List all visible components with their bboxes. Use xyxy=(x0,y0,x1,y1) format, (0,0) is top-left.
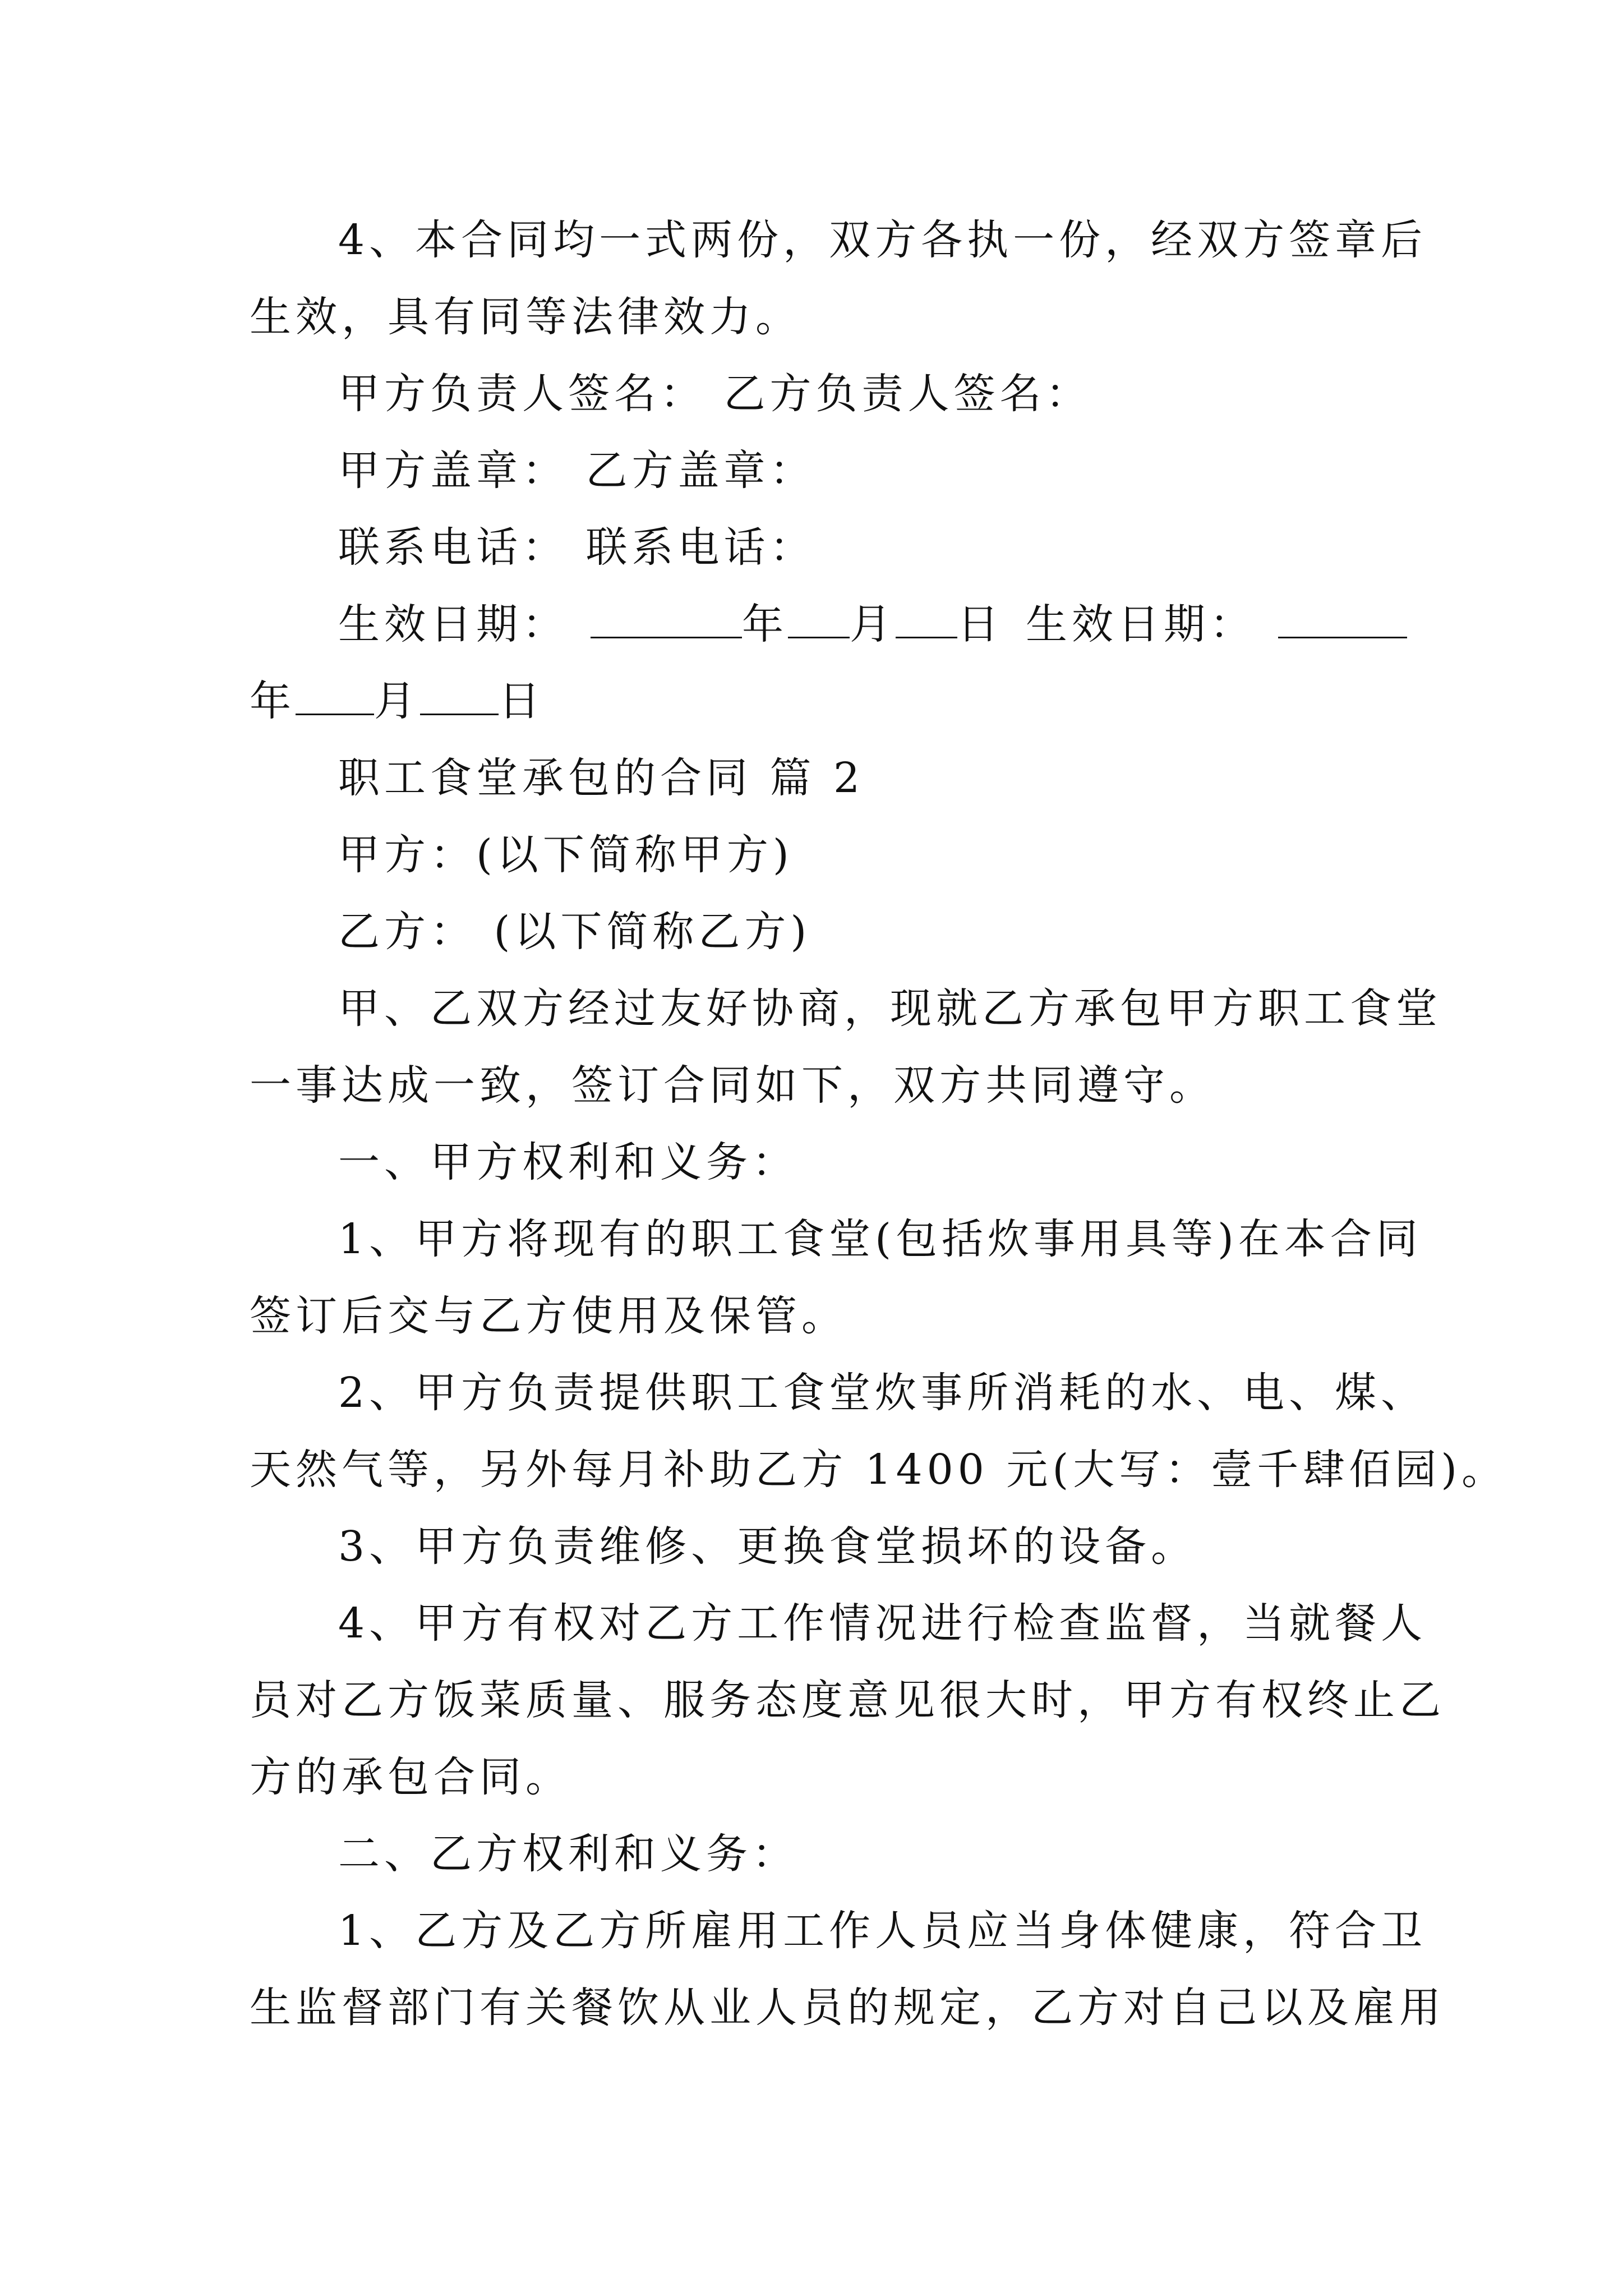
seal-line: 甲方盖章： 乙方盖章： xyxy=(338,447,816,495)
intro-line-1: 甲、乙双方经过友好协商，现就乙方承包甲方职工食堂 xyxy=(338,984,1442,1033)
effective-date-line-2 xyxy=(250,673,545,729)
clause-1-2-line-1: 2、甲方负责提供职工食堂炊事所消耗的水、电、煤、 xyxy=(338,1369,1427,1417)
clause-1-1-line-2: 签订后交与乙方使用及保管。 xyxy=(250,1292,847,1340)
year-text: 年 xyxy=(742,600,788,648)
day-text: 日 xyxy=(957,600,1003,648)
effective-date-line xyxy=(338,596,1407,652)
party-a: 甲方：(以下简称甲方) xyxy=(338,831,794,879)
section-1-heading: 一、甲方权利和义务： xyxy=(338,1138,798,1186)
clause-1-1-line-1: 1、甲方将现有的职工食堂(包括炊事用具等)在本合同 xyxy=(338,1215,1422,1263)
month-text: 月 xyxy=(850,600,896,648)
date-a-label: 生效日期： xyxy=(338,600,568,648)
intro-line-2: 一事达成一致，签订合同如下，双方共同遵守。 xyxy=(250,1061,1215,1110)
day-blank-2 xyxy=(420,679,499,715)
clause-1-2-line-2: 天然气等，另外每月补助乙方 1400 元(大写：壹千肆佰园)。 xyxy=(250,1446,1508,1494)
clause-2-1-line-2: 生监督部门有关餐饮从业人员的规定，乙方对自己以及雇用 xyxy=(250,1984,1445,2032)
year-blank-2 xyxy=(1278,602,1407,638)
clause-1-4-line-2: 员对乙方饭菜质量、服务态度意见很大时，甲方有权终止乙 xyxy=(250,1676,1445,1724)
clause-4-line-1: 4、本合同均一式两份，双方各执一份，经双方签章后 xyxy=(338,216,1427,264)
clause-4-line-2: 生效，具有同等法律效力。 xyxy=(250,293,801,341)
phone-line: 联系电话： 联系电话： xyxy=(338,523,816,572)
signature-line: 甲方负责人签名： 乙方负责人签名： xyxy=(338,370,1092,418)
section-title: 职工食堂承包的合同 篇 2 xyxy=(338,754,865,802)
month-blank xyxy=(788,602,850,638)
clause-1-4-line-1: 4、甲方有权对乙方工作情况进行检查监督，当就餐人 xyxy=(338,1599,1427,1648)
month-text-2: 月 xyxy=(374,677,420,725)
section-2-heading: 二、乙方权利和义务： xyxy=(338,1830,798,1878)
party-b: 乙方： (以下简称乙方) xyxy=(338,908,811,956)
year-text-2: 年 xyxy=(250,677,296,725)
month-blank-2 xyxy=(296,679,374,715)
clause-1-4-line-3: 方的承包合同。 xyxy=(250,1753,571,1801)
clause-2-1-line-1: 1、乙方及乙方所雇用工作人员应当身体健康，符合卫 xyxy=(338,1907,1427,1955)
clause-1-3: 3、甲方负责维修、更换食堂损坏的设备。 xyxy=(338,1522,1197,1571)
day-blank xyxy=(896,602,957,638)
year-blank xyxy=(591,602,742,638)
date-b-label: 生效日期： xyxy=(1026,600,1256,648)
day-text-2: 日 xyxy=(499,677,545,725)
